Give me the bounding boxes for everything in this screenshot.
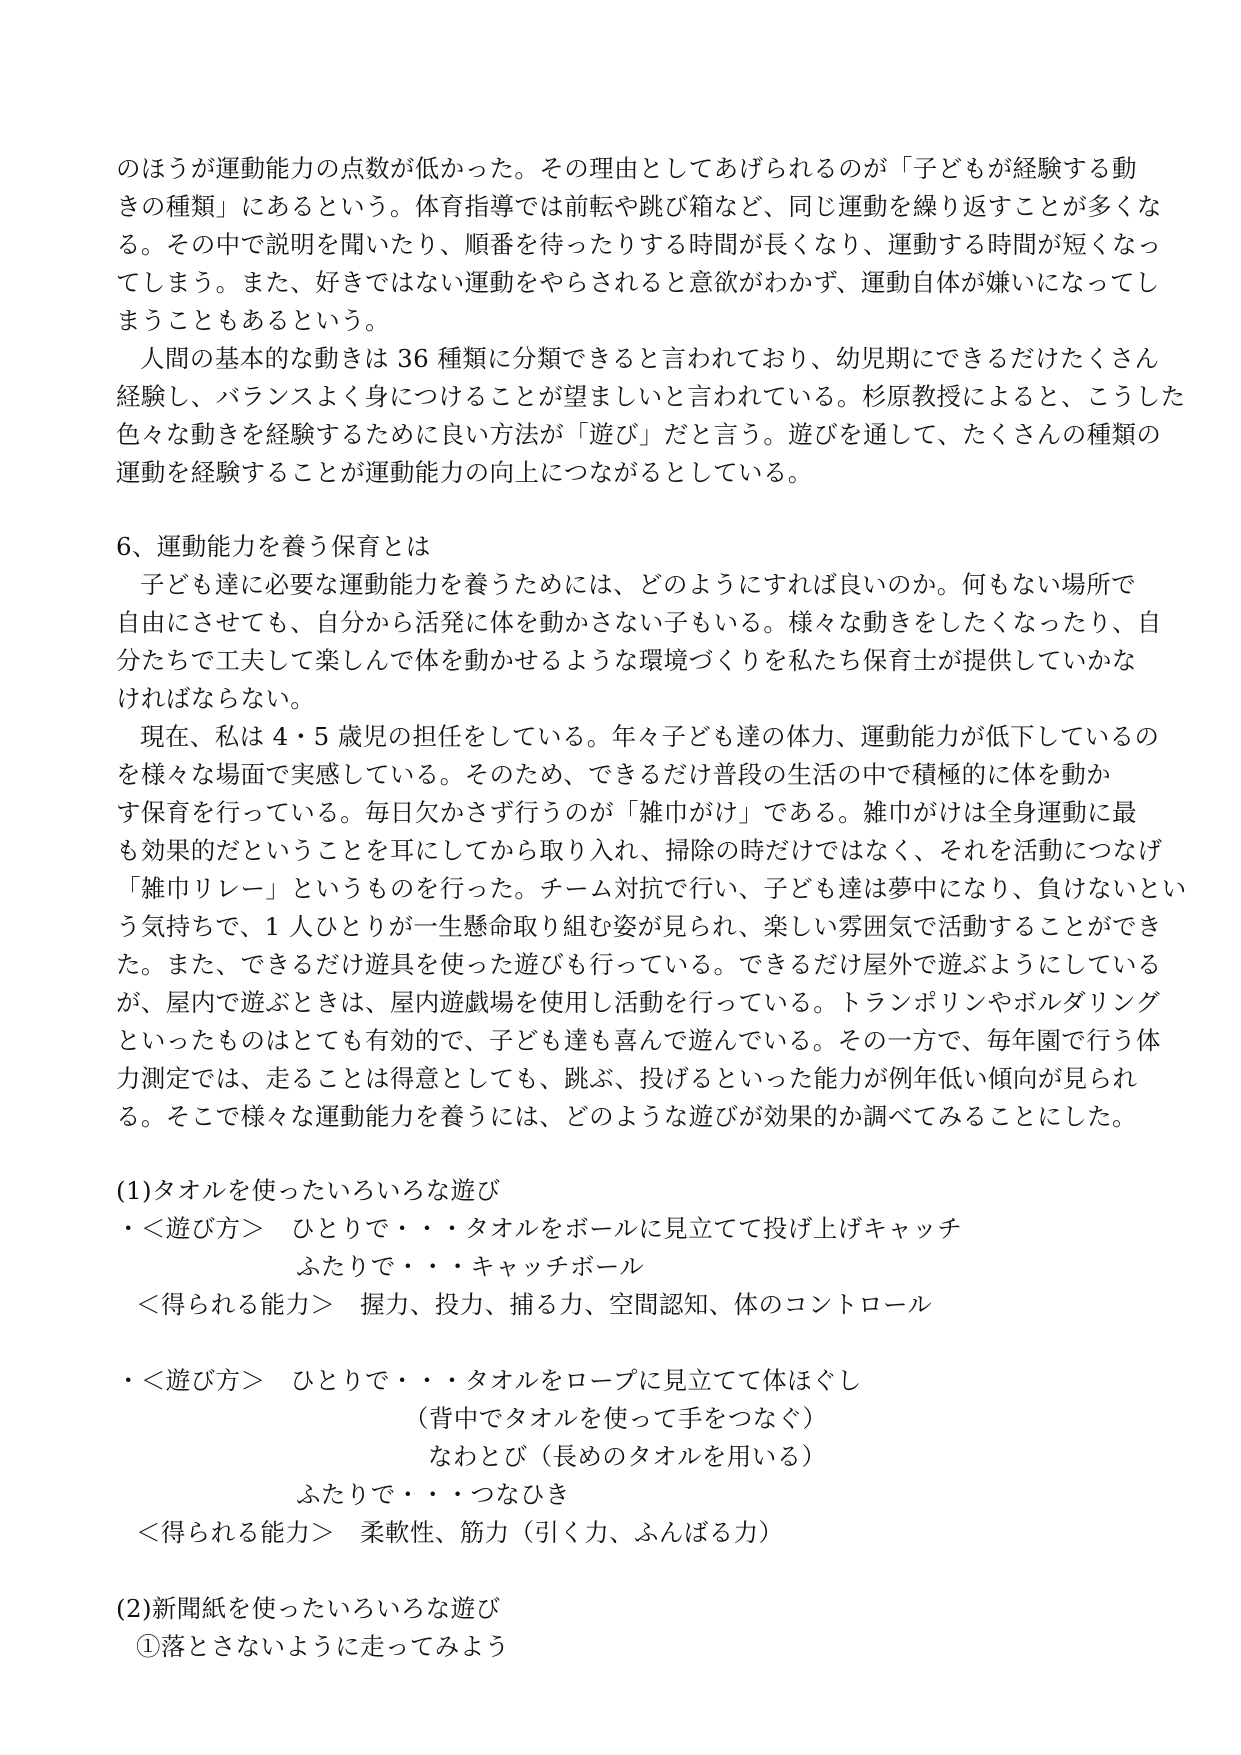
paragraph-line: 自由にさせても、自分から活発に体を動かさない子もいる。様々な動きをしたくなったり、自 <box>116 608 1162 637</box>
paragraph-line: のほうが運動能力の点数が低かった。その理由としてあげられるのが「子どもが経験する動 <box>116 154 1137 183</box>
paragraph-line: てしまう。また、好きではない運動をやらされると意欲がわかず、運動自体が嫌いになってし <box>116 268 1160 297</box>
section-heading: 6、運動能力を養う保育とは <box>116 532 431 561</box>
list-item: なわとび（長めのタオルを用いる） <box>428 1442 827 1471</box>
paragraph-line: う気持ちで、1 人ひとりが一生懸命取り組む姿が見られ、楽しい雰囲気で活動することができ <box>116 912 1162 941</box>
paragraph-line: も効果的だということを耳にしてから取り入れ、掃除の時だけではなく、それを活動につなげ <box>116 836 1163 865</box>
paragraph-line: 分たちで工夫して楽しんで体を動かせるような環境づくりを私たち保育士が提供していかな <box>116 646 1137 675</box>
list-item: ＜得られる能力＞ 握力、投力、捕る力、空間認知、体のコントロール <box>136 1290 933 1319</box>
paragraph-line: 経験し、バランスよく身につけることが望ましいと言われている。杉原教授によると、こうした <box>116 382 1186 411</box>
paragraph-line: まうこともあるという。 <box>116 306 390 335</box>
subsection-heading: (2)新聞紙を使ったいろいろな遊び <box>116 1594 501 1623</box>
paragraph-line: を様々な場面で実感している。そのため、できるだけ普段の生活の中で積極的に体を動か <box>116 760 1112 789</box>
list-item: ・＜遊び方＞ ひとりで・・・タオルをロープに見立てて体ほぐし <box>116 1366 862 1395</box>
paragraph-line: 子ども達に必要な運動能力を養うためには、どのようにすれば良いのか。何もない場所で <box>140 570 1136 599</box>
list-item: （背中でタオルを使って手をつなぐ） <box>404 1404 828 1433</box>
list-item: ①落とさないように走ってみよう <box>136 1632 510 1661</box>
paragraph-line: 人間の基本的な動きは 36 種類に分類できると言われており、幼児期にできるだけたくさん <box>140 344 1160 373</box>
subsection-heading: (1)タオルを使ったいろいろな遊び <box>116 1176 501 1205</box>
list-item: ふたりで・・・つなひき <box>296 1480 570 1509</box>
paragraph-line: る。そこで様々な運動能力を養うには、どのような遊びが効果的か調べてみることにした。 <box>116 1102 1137 1131</box>
list-item: ふたりで・・・キャッチボール <box>296 1252 645 1281</box>
list-item: ＜得られる能力＞ 柔軟性、筋力（引く力、ふんばる力） <box>136 1518 784 1547</box>
paragraph-line: 色々な動きを経験するために良い方法が「遊び」だと言う。遊びを通して、たくさんの種類の <box>116 420 1162 449</box>
paragraph-line: ければならない。 <box>116 684 316 713</box>
paragraph-line: といったものはとても有効的で、子ども達も喜んで遊んでいる。その一方で、毎年園で行う体 <box>116 1026 1161 1055</box>
list-item: ・＜遊び方＞ ひとりで・・・タオルをボールに見立てて投げ上げキャッチ <box>116 1214 963 1243</box>
paragraph-line: 「雑巾リレー」というものを行った。チーム対抗で行い、子ども達は夢中になり、負けないとい <box>116 874 1187 903</box>
paragraph-line: た。また、できるだけ遊具を使った遊びも行っている。できるだけ屋外で遊ぶようにしている <box>116 950 1162 979</box>
paragraph-line: が、屋内で遊ぶときは、屋内遊戯場を使用し活動を行っている。トランポリンやボルダリング <box>116 988 1161 1017</box>
paragraph-line: 運動を経験することが運動能力の向上につながるとしている。 <box>116 458 813 487</box>
paragraph-line: きの種類」にあるという。体育指導では前転や跳び箱など、同じ運動を繰り返すことが多くな <box>116 192 1162 221</box>
paragraph-line: る。その中で説明を聞いたり、順番を待ったりする時間が長くなり、運動する時間が短くなっ <box>116 230 1162 259</box>
paragraph-line: 力測定では、走ることは得意としても、跳ぶ、投げるといった能力が例年低い傾向が見られ <box>116 1064 1138 1093</box>
paragraph-line: 現在、私は 4・5 歳児の担任をしている。年々子ども達の体力、運動能力が低下しているの <box>140 722 1160 751</box>
paragraph-line: す保育を行っている。毎日欠かさず行うのが「雑巾がけ」である。雑巾がけは全身運動に最 <box>116 798 1137 827</box>
